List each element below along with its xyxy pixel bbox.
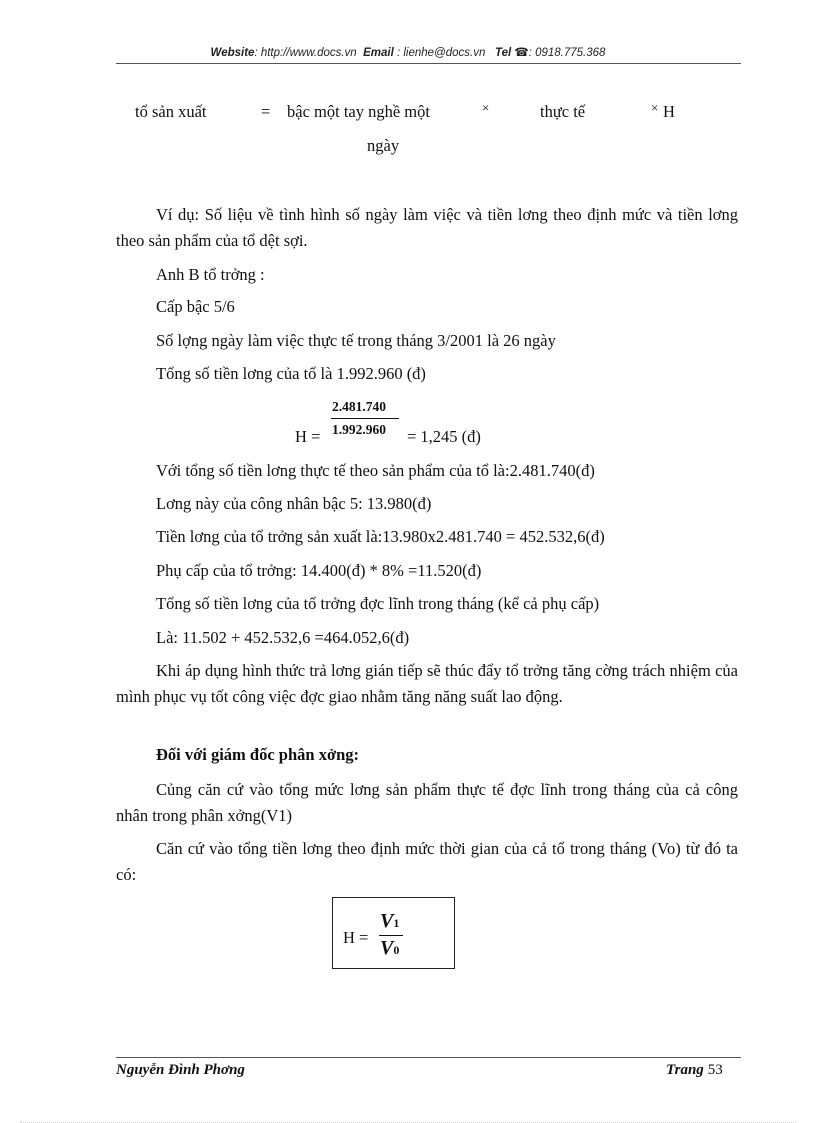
- boxed-formula-bar: [379, 935, 403, 936]
- paragraph-vo: Căn cứ vào tổng tiền lơng theo định mức thời gian của cả tổ trong tháng (Vo) từ đó ta có:: [116, 839, 738, 884]
- email-value[interactable]: : lienhe@docs.vn: [393, 47, 486, 59]
- numerator-sub: 1: [393, 916, 400, 930]
- paragraph-v1: Củng căn cứ vào tổng mức lơng sản phẩm thực tế đợc lĩnh trong tháng của cả công nhân trong phân xởng(V1): [116, 780, 738, 825]
- footer-page-label: Trang: [666, 1062, 704, 1078]
- h-fraction-numerator: 2.481.740: [332, 399, 386, 414]
- line-leader-wage: Tiền lơng của tổ trởng sản xuất là:13.980x2.481.740 = 452.532,6(đ): [156, 527, 605, 546]
- email-label: Email: [363, 47, 394, 59]
- footer-page: [666, 1061, 723, 1079]
- denominator-sub: 0: [393, 943, 400, 957]
- h-fraction-bar: [331, 418, 399, 419]
- section-heading: Đối với giám đốc phân xởng:: [156, 745, 360, 764]
- boxed-formula: [332, 897, 455, 969]
- boxed-formula-numerator: [380, 910, 399, 933]
- tel-label: Tel: [494, 47, 512, 59]
- line-worker-wage: Lơng này của công nhân bậc 5: 13.980(đ): [156, 494, 432, 513]
- header-divider: [116, 63, 741, 64]
- line-total-wage: Tổng số tiền lơng của tổ là 1.992.960 (đ): [156, 364, 426, 383]
- formula-h: H: [663, 102, 675, 121]
- h-fraction-result: = 1,245 (đ): [407, 427, 481, 446]
- boxed-formula-lhs: H =: [343, 928, 369, 947]
- line-product-wage: Với tổng số tiền lơng thực tế theo sản phẩm của tổ là:2.481.740(đ): [156, 461, 595, 480]
- formula-ngay: ngày: [367, 136, 400, 155]
- line-team-leader: Anh B tổ trởng :: [156, 265, 265, 284]
- website-label: Website: [210, 47, 255, 59]
- h-fraction-prefix: H =: [295, 427, 321, 446]
- formula-eq: =: [261, 102, 271, 121]
- paragraph-example: Ví dụ: Số liệu về tình hình số ngày làm việc và tiền lơng theo định mức và tiền lơng theo sản phẩm của tổ dệt sợi.: [116, 205, 738, 250]
- tel-value: : 0918.775.368: [528, 47, 606, 59]
- formula-times-1: ×: [482, 100, 490, 115]
- numerator-var: V: [380, 910, 394, 932]
- formula-col1: tổ sản xuất: [135, 102, 207, 121]
- denominator-var: V: [380, 937, 394, 959]
- footer-page-number: 53: [707, 1062, 723, 1078]
- formula-times-2: ×: [651, 100, 659, 115]
- website-url[interactable]: : http://www.docs.vn: [254, 47, 357, 59]
- line-allowance: Phụ cấp của tổ trởng: 14.400(đ) * 8% =11.520(đ): [156, 561, 482, 580]
- formula-col2: bậc một tay nghề một: [287, 102, 430, 121]
- h-fraction-denominator: 1.992.960: [332, 422, 386, 437]
- line-sum: Là: 11.502 + 452.532,6 =464.052,6(đ): [156, 628, 410, 647]
- footer-author: Nguyễn Đình Phơng: [116, 1062, 245, 1078]
- footer-divider: [116, 1057, 741, 1058]
- line-workdays: Số lợng ngày làm việc thực tế trong tháng 3/2001 là 26 ngày: [156, 331, 556, 350]
- boxed-formula-denominator: [380, 937, 399, 960]
- paragraph-indirect-pay: Khi áp dụng hình thức trả lơng gián tiếp sẽ thúc đẩy tổ trởng tăng cờng trách nhiệm của mình phục vụ tốt công việc đợc giao nhằm tăng năng suất lao động.: [116, 661, 738, 706]
- page-header: [0, 45, 816, 59]
- formula-col3: thực tế: [540, 102, 586, 121]
- line-total-received: Tổng số tiền lơng của tổ trởng đợc lĩnh trong tháng (kể cả phụ cấp): [156, 594, 600, 613]
- line-grade: Cấp bậc 5/6: [156, 297, 235, 316]
- phone-icon: ☎: [514, 47, 529, 59]
